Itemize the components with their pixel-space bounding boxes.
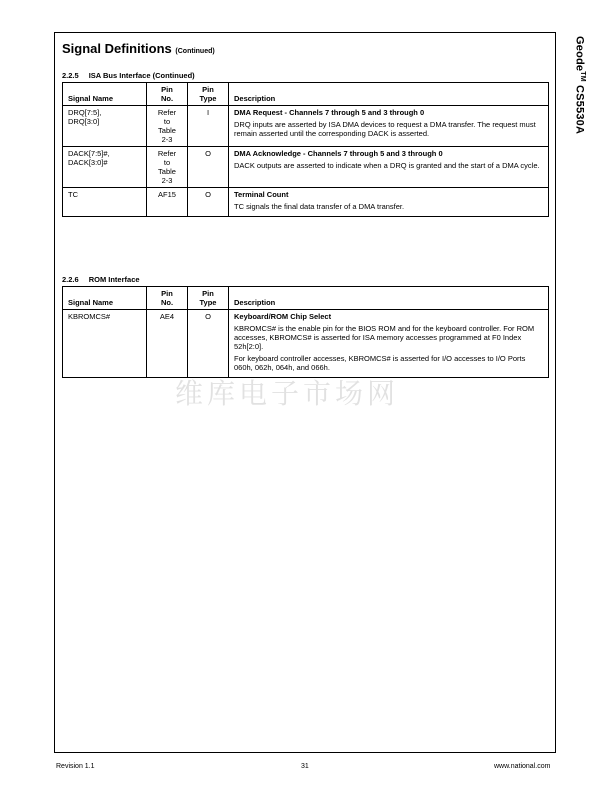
description-text: KBROMCS# is the enable pin for the BIOS ROM and for the keyboard controller. For ROM accesses, KBROMCS# is asserted for ISA memory accesses programmed at F0 Index 52h[2:0].: [234, 324, 535, 351]
pin-type-cell: O: [188, 147, 229, 188]
side-title-text: Geode™ CS5530A: [573, 36, 586, 135]
signal-name-cell: DACK[7:5]#, DACK[3:0]#: [63, 147, 147, 188]
table-row: [63, 106, 549, 147]
description-title: Terminal Count: [234, 190, 289, 199]
description-cell: [229, 310, 549, 378]
header-signal-name: Signal Name: [63, 287, 147, 310]
header-description: Description: [229, 287, 549, 310]
header-signal-name: Signal Name: [63, 83, 147, 106]
header-pin-type: Pin Type: [188, 83, 229, 106]
isa-signal-table: [62, 82, 549, 217]
footer-revision: Revision 1.1: [56, 763, 95, 770]
footer-page-number: 31: [301, 763, 309, 770]
pin-no-cell: AE4: [147, 310, 188, 378]
description-title: Keyboard/ROM Chip Select: [234, 312, 332, 321]
description-text: DRQ inputs are asserted by ISA DMA devices to request a DMA transfer. The request must remain asserted until the corresponding DACK is asserted.: [234, 120, 536, 138]
header-pin-no: Pin No.: [147, 287, 188, 310]
pin-type-cell: O: [188, 188, 229, 217]
description-cell: [229, 147, 549, 188]
description-text: DACK outputs are asserted to indicate when a DRQ is granted and the start of a DMA cycle.: [234, 161, 540, 170]
footer-url: www.national.com: [494, 763, 551, 770]
table-row: [63, 310, 549, 378]
pin-no-cell: Refer to Table 2-3: [147, 147, 188, 188]
pin-type-cell: I: [188, 106, 229, 147]
page-title-main: Signal Definitions: [62, 41, 172, 56]
signal-name-cell: TC: [63, 188, 147, 217]
pin-no-cell: AF15: [147, 188, 188, 217]
table-header-row: [63, 83, 549, 106]
pin-no-cell: Refer to Table 2-3: [147, 106, 188, 147]
table-row: [63, 188, 549, 217]
description-cell: [229, 106, 549, 147]
table-header-row: [63, 287, 549, 310]
section-heading-rom: 2.2.6 ROM Interface: [62, 275, 140, 284]
description-cell: [229, 188, 549, 217]
watermark: 维库电子市场网: [175, 377, 400, 410]
rom-signal-table: [62, 286, 549, 378]
description-title: DMA Acknowledge - Channels 7 through 5 and 3 through 0: [234, 149, 443, 158]
section-heading-isa: 2.2.5 ISA Bus Interface (Continued): [62, 71, 195, 80]
header-description: Description: [229, 83, 549, 106]
side-title: [572, 36, 588, 296]
page-title-sub: (Continued): [175, 48, 215, 55]
page-title: [62, 41, 215, 56]
signal-name-cell: DRQ[7:5], DRQ[3:0]: [63, 106, 147, 147]
header-pin-type: Pin Type: [188, 287, 229, 310]
description-text: TC signals the final data transfer of a DMA transfer.: [234, 202, 405, 211]
signal-name-cell: KBROMCS#: [63, 310, 147, 378]
table-row: [63, 147, 549, 188]
pin-type-cell: O: [188, 310, 229, 378]
header-pin-no: Pin No.: [147, 83, 188, 106]
description-title: DMA Request - Channels 7 through 5 and 3 through 0: [234, 108, 425, 117]
description-text: For keyboard controller accesses, KBROMCS# is asserted for I/O accesses to I/O Ports 060h, 062h, 064h, and 066h.: [234, 354, 526, 372]
